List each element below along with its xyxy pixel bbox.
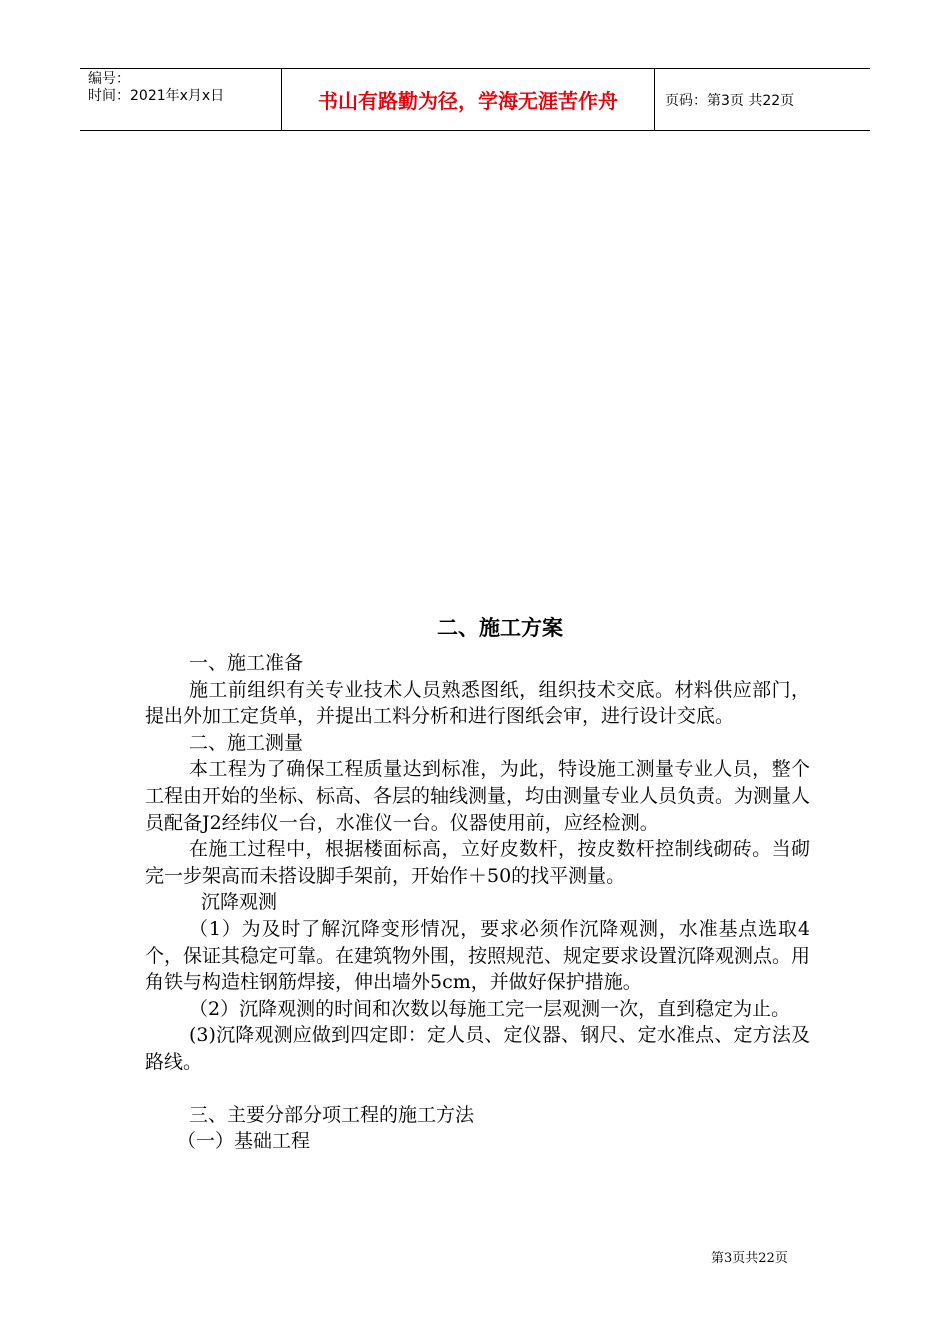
paragraph: （1）为及时了解沉降变形情况，要求必须作沉降观测，水准基点选取4个，保证其稳定可靠。在建筑物外围，按照规范、规定要求设置沉降观测点。用角铁与构造柱钢筋焊接，伸出墙外5cm，并做好保护措施。 — [145, 917, 811, 994]
heading-foundation-works: （一）基础工程 — [177, 1130, 311, 1153]
header-motto: 书山有路勤为径，学海无涯苦作舟 — [282, 69, 655, 130]
heading-construction-prep: 一、施工准备 — [189, 652, 304, 674]
document-header — [80, 68, 870, 131]
heading-settlement-observation: 沉降观测 — [201, 891, 278, 914]
document-number-label: 编号： — [88, 71, 130, 87]
header-meta-cell — [80, 69, 282, 130]
document-date: 时间：2021年x月x日 — [88, 88, 225, 104]
heading-main-works: 三、主要分部分项工程的施工方法 — [189, 1103, 475, 1126]
paragraph: 本工程为了确保工程质量达到标准，为此，特设施工测量专业人员，整个工程由开始的坐标、标高、各层的轴线测量，均由测量专业人员负责。为测量人员配备J2经纬仪一台，水准仪一台。仪器使用前，应经检测。 — [145, 758, 811, 834]
paragraph: 施工前组织有关专业技术人员熟悉图纸，组织技术交底。材料供应部门，提出外加工定货单，并提出工料分析和进行图纸会审，进行设计交底。 — [145, 678, 810, 728]
header-page-cell — [655, 69, 870, 130]
footer-page-number: 第3页共22页 — [711, 1251, 788, 1266]
heading-construction-survey: 二、施工测量 — [189, 731, 304, 754]
paragraph: 在施工过程中，根据楼面标高，立好皮数杆，按皮数杆控制线砌砖。当砌完一步架高而未搭设脚手架前，开始作＋50的找平测量。 — [145, 838, 810, 887]
section-title: 二、施工方案 — [437, 616, 563, 640]
paragraph: （2）沉降观测的时间和次数以每施工完一层观测一次，直到稳定为止。 — [189, 997, 791, 1020]
spacer — [145, 1076, 810, 1102]
header-page-info: 页码：第3页 共22页 — [665, 92, 795, 109]
document-body — [145, 650, 810, 1155]
paragraph: (3)沉降观测应做到四定即：定人员、定仪器、钢尺、定水准点、定方法及路线。 — [145, 1024, 810, 1073]
